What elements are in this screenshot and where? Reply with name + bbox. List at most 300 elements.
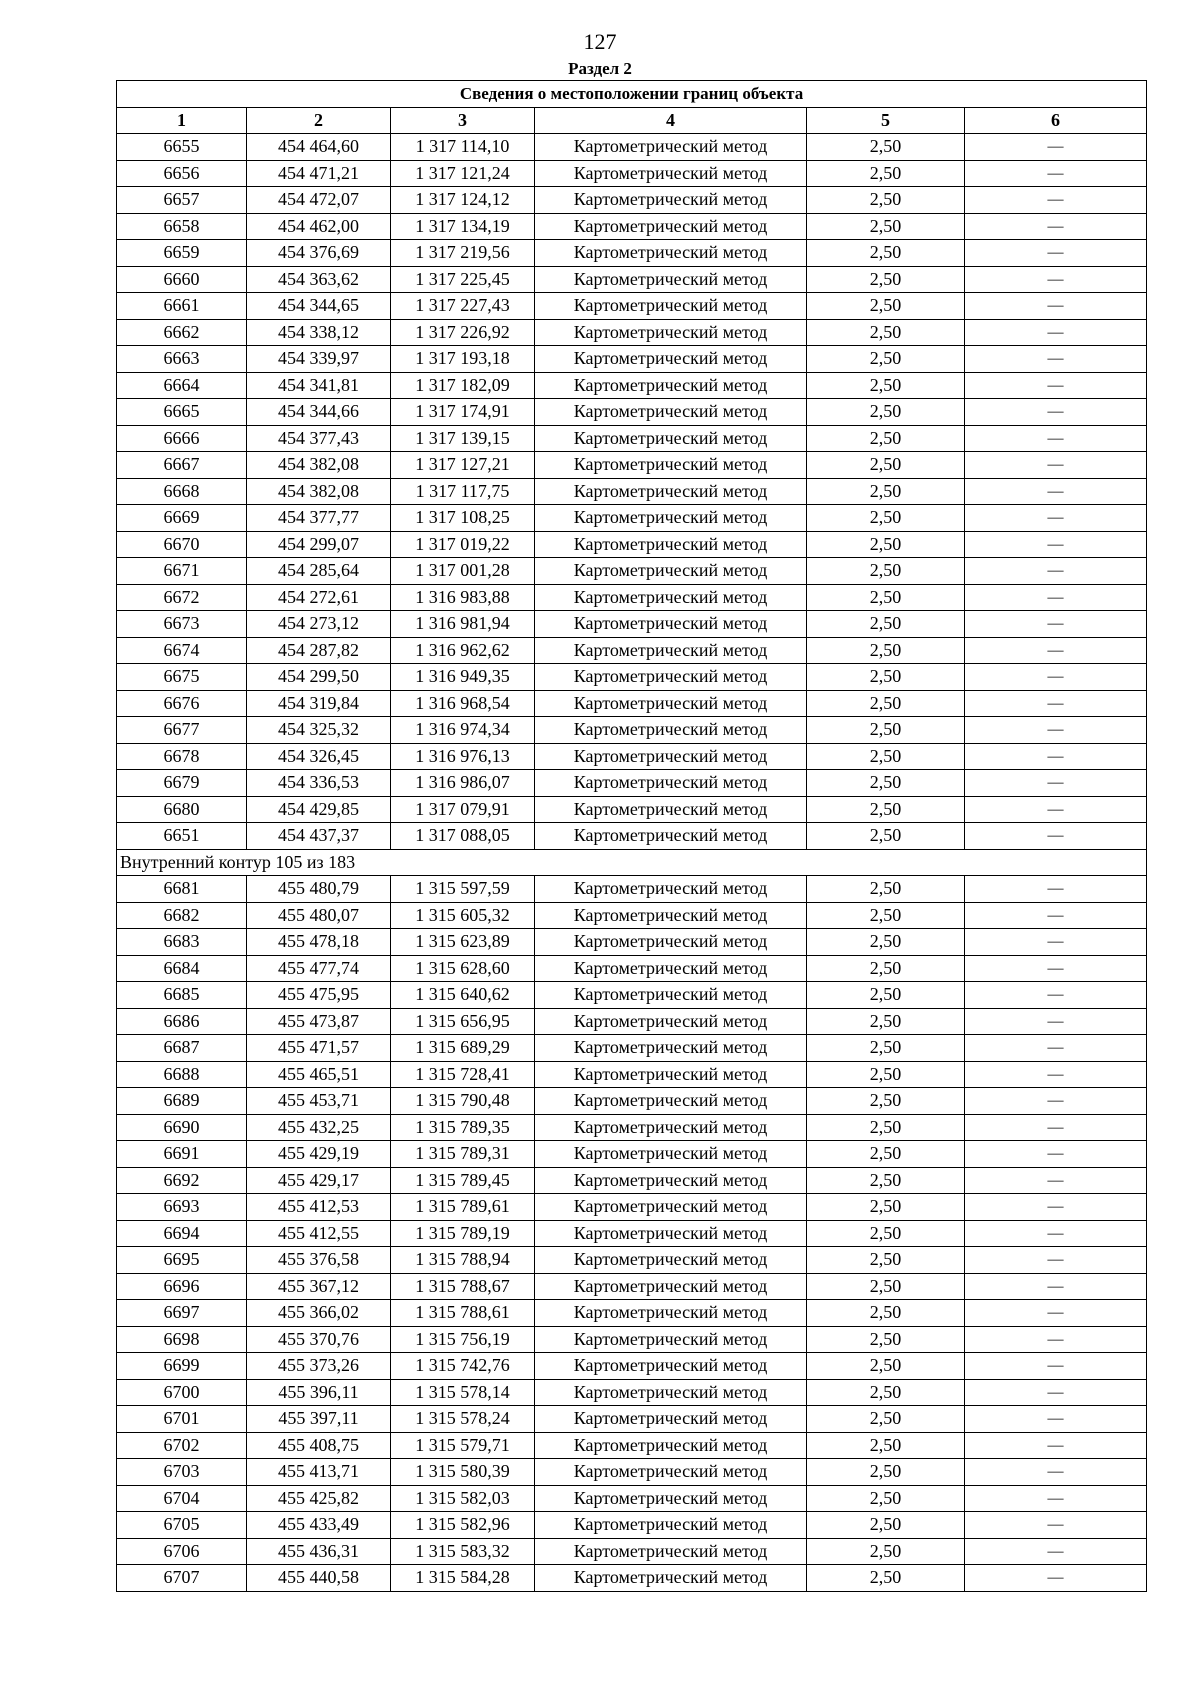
table-row [117,558,1147,585]
y-coordinate-cell: 1 315 788,94 [391,1247,535,1274]
description-cell: — [965,1379,1147,1406]
table-row [117,293,1147,320]
point-number-cell: 6695 [117,1247,247,1274]
x-coordinate-cell: 455 396,11 [247,1379,391,1406]
table-row [117,425,1147,452]
table-row [117,876,1147,903]
x-coordinate-cell: 454 377,43 [247,425,391,452]
y-coordinate-cell: 1 315 628,60 [391,955,535,982]
description-cell: — [965,902,1147,929]
y-coordinate-cell: 1 317 108,25 [391,505,535,532]
point-number-cell: 6665 [117,399,247,426]
method-cell: Картометрический метод [535,266,807,293]
accuracy-cell: 2,50 [807,1379,965,1406]
x-coordinate-cell: 454 472,07 [247,187,391,214]
x-coordinate-cell: 454 285,64 [247,558,391,585]
accuracy-cell: 2,50 [807,425,965,452]
x-coordinate-cell: 455 367,12 [247,1273,391,1300]
y-coordinate-cell: 1 317 121,24 [391,160,535,187]
point-number-cell: 6687 [117,1035,247,1062]
description-cell: — [965,770,1147,797]
method-cell: Картометрический метод [535,399,807,426]
x-coordinate-cell: 454 382,08 [247,478,391,505]
x-coordinate-cell: 454 273,12 [247,611,391,638]
column-header: 5 [807,107,965,134]
point-number-cell: 6661 [117,293,247,320]
accuracy-cell: 2,50 [807,293,965,320]
y-coordinate-cell: 1 315 789,35 [391,1114,535,1141]
y-coordinate-cell: 1 317 226,92 [391,319,535,346]
accuracy-cell: 2,50 [807,876,965,903]
description-cell: — [965,637,1147,664]
accuracy-cell: 2,50 [807,558,965,585]
table-row [117,1247,1147,1274]
accuracy-cell: 2,50 [807,1167,965,1194]
method-cell: Картометрический метод [535,1512,807,1539]
y-coordinate-cell: 1 317 124,12 [391,187,535,214]
x-coordinate-cell: 454 339,97 [247,346,391,373]
method-cell: Картометрический метод [535,425,807,452]
point-number-cell: 6676 [117,690,247,717]
description-cell: — [965,1167,1147,1194]
y-coordinate-cell: 1 317 127,21 [391,452,535,479]
table-row [117,1459,1147,1486]
description-cell: — [965,1485,1147,1512]
method-cell: Картометрический метод [535,1088,807,1115]
accuracy-cell: 2,50 [807,531,965,558]
method-cell: Картометрический метод [535,1459,807,1486]
description-cell: — [965,240,1147,267]
x-coordinate-cell: 454 471,21 [247,160,391,187]
method-cell: Картометрический метод [535,134,807,161]
x-coordinate-cell: 455 397,11 [247,1406,391,1433]
x-coordinate-cell: 454 299,07 [247,531,391,558]
accuracy-cell: 2,50 [807,1141,965,1168]
x-coordinate-cell: 455 366,02 [247,1300,391,1327]
x-coordinate-cell: 454 336,53 [247,770,391,797]
table-row [117,664,1147,691]
x-coordinate-cell: 455 412,53 [247,1194,391,1221]
method-cell: Картометрический метод [535,717,807,744]
method-cell: Картометрический метод [535,160,807,187]
column-header: 6 [965,107,1147,134]
table-row [117,1194,1147,1221]
accuracy-cell: 2,50 [807,796,965,823]
method-cell: Картометрический метод [535,187,807,214]
method-cell: Картометрический метод [535,1432,807,1459]
table-row [117,1273,1147,1300]
description-cell: — [965,664,1147,691]
description-cell: — [965,982,1147,1009]
description-cell: — [965,1538,1147,1565]
column-header: 4 [535,107,807,134]
x-coordinate-cell: 454 319,84 [247,690,391,717]
description-cell: — [965,1512,1147,1539]
point-number-cell: 6655 [117,134,247,161]
accuracy-cell: 2,50 [807,1008,965,1035]
point-number-cell: 6704 [117,1485,247,1512]
x-coordinate-cell: 454 341,81 [247,372,391,399]
y-coordinate-cell: 1 315 584,28 [391,1565,535,1592]
point-number-cell: 6688 [117,1061,247,1088]
y-coordinate-cell: 1 315 742,76 [391,1353,535,1380]
y-coordinate-cell: 1 316 976,13 [391,743,535,770]
description-cell: — [965,796,1147,823]
x-coordinate-cell: 454 382,08 [247,452,391,479]
table-row [117,160,1147,187]
method-cell: Картометрический метод [535,664,807,691]
accuracy-cell: 2,50 [807,584,965,611]
description-cell: — [965,213,1147,240]
description-cell: — [965,425,1147,452]
y-coordinate-cell: 1 315 789,31 [391,1141,535,1168]
accuracy-cell: 2,50 [807,187,965,214]
table-row [117,372,1147,399]
method-cell: Картометрический метод [535,319,807,346]
method-cell: Картометрический метод [535,1061,807,1088]
y-coordinate-cell: 1 317 182,09 [391,372,535,399]
description-cell: — [965,1459,1147,1486]
description-cell: — [965,266,1147,293]
x-coordinate-cell: 454 363,62 [247,266,391,293]
point-number-cell: 6697 [117,1300,247,1327]
method-cell: Картометрический метод [535,770,807,797]
x-coordinate-cell: 454 287,82 [247,637,391,664]
point-number-cell: 6659 [117,240,247,267]
accuracy-cell: 2,50 [807,902,965,929]
point-number-cell: 6662 [117,319,247,346]
accuracy-cell: 2,50 [807,1538,965,1565]
x-coordinate-cell: 455 432,25 [247,1114,391,1141]
x-coordinate-cell: 455 480,07 [247,902,391,929]
table-row [117,743,1147,770]
method-cell: Картометрический метод [535,1008,807,1035]
table-row [117,929,1147,956]
table-row [117,1167,1147,1194]
table-row [117,134,1147,161]
x-coordinate-cell: 455 471,57 [247,1035,391,1062]
accuracy-cell: 2,50 [807,1247,965,1274]
accuracy-cell: 2,50 [807,372,965,399]
y-coordinate-cell: 1 317 134,19 [391,213,535,240]
method-cell: Картометрический метод [535,558,807,585]
method-cell: Картометрический метод [535,505,807,532]
y-coordinate-cell: 1 317 114,10 [391,134,535,161]
accuracy-cell: 2,50 [807,266,965,293]
accuracy-cell: 2,50 [807,1326,965,1353]
x-coordinate-cell: 454 464,60 [247,134,391,161]
method-cell: Картометрический метод [535,796,807,823]
method-cell: Картометрический метод [535,1167,807,1194]
point-number-cell: 6698 [117,1326,247,1353]
accuracy-cell: 2,50 [807,478,965,505]
y-coordinate-cell: 1 315 656,95 [391,1008,535,1035]
accuracy-cell: 2,50 [807,346,965,373]
x-coordinate-cell: 454 462,00 [247,213,391,240]
y-coordinate-cell: 1 315 790,48 [391,1088,535,1115]
x-coordinate-cell: 455 425,82 [247,1485,391,1512]
method-cell: Картометрический метод [535,531,807,558]
y-coordinate-cell: 1 317 079,91 [391,796,535,823]
method-cell: Картометрический метод [535,1141,807,1168]
table-row [117,346,1147,373]
table-row [117,690,1147,717]
y-coordinate-cell: 1 315 580,39 [391,1459,535,1486]
y-coordinate-cell: 1 316 968,54 [391,690,535,717]
point-number-cell: 6677 [117,717,247,744]
x-coordinate-cell: 455 440,58 [247,1565,391,1592]
accuracy-cell: 2,50 [807,1220,965,1247]
point-number-cell: 6667 [117,452,247,479]
method-cell: Картометрический метод [535,902,807,929]
point-number-cell: 6705 [117,1512,247,1539]
point-number-cell: 6685 [117,982,247,1009]
description-cell: — [965,1300,1147,1327]
description-cell: — [965,1406,1147,1433]
x-coordinate-cell: 455 477,74 [247,955,391,982]
x-coordinate-cell: 454 437,37 [247,823,391,850]
y-coordinate-cell: 1 317 227,43 [391,293,535,320]
y-coordinate-cell: 1 315 578,14 [391,1379,535,1406]
accuracy-cell: 2,50 [807,1273,965,1300]
accuracy-cell: 2,50 [807,611,965,638]
description-cell: — [965,160,1147,187]
point-number-cell: 6668 [117,478,247,505]
x-coordinate-cell: 455 413,71 [247,1459,391,1486]
method-cell: Картометрический метод [535,982,807,1009]
point-number-cell: 6700 [117,1379,247,1406]
accuracy-cell: 2,50 [807,319,965,346]
table-row [117,796,1147,823]
table-row [117,770,1147,797]
y-coordinate-cell: 1 315 689,29 [391,1035,535,1062]
table-row [117,505,1147,532]
point-number-cell: 6701 [117,1406,247,1433]
description-cell: — [965,584,1147,611]
x-coordinate-cell: 454 338,12 [247,319,391,346]
table-row [117,1485,1147,1512]
description-cell: — [965,1088,1147,1115]
method-cell: Картометрический метод [535,452,807,479]
table-title: Сведения о местоположении границ объекта [117,81,1147,108]
y-coordinate-cell: 1 317 193,18 [391,346,535,373]
y-coordinate-cell: 1 317 174,91 [391,399,535,426]
method-cell: Картометрический метод [535,1300,807,1327]
description-cell: — [965,505,1147,532]
y-coordinate-cell: 1 315 579,71 [391,1432,535,1459]
point-number-cell: 6675 [117,664,247,691]
description-cell: — [965,531,1147,558]
point-number-cell: 6702 [117,1432,247,1459]
point-number-cell: 6683 [117,929,247,956]
table-row [117,1565,1147,1592]
table-row [117,823,1147,850]
y-coordinate-cell: 1 315 582,03 [391,1485,535,1512]
x-coordinate-cell: 455 465,51 [247,1061,391,1088]
point-number-cell: 6690 [117,1114,247,1141]
accuracy-cell: 2,50 [807,1300,965,1327]
method-cell: Картометрический метод [535,1485,807,1512]
y-coordinate-cell: 1 315 623,89 [391,929,535,956]
table-row [117,319,1147,346]
accuracy-cell: 2,50 [807,637,965,664]
description-cell: — [965,319,1147,346]
accuracy-cell: 2,50 [807,134,965,161]
accuracy-cell: 2,50 [807,1088,965,1115]
table-title-row [117,81,1147,108]
method-cell: Картометрический метод [535,584,807,611]
y-coordinate-cell: 1 315 597,59 [391,876,535,903]
y-coordinate-cell: 1 315 789,45 [391,1167,535,1194]
accuracy-cell: 2,50 [807,1114,965,1141]
accuracy-cell: 2,50 [807,770,965,797]
point-number-cell: 6682 [117,902,247,929]
point-number-cell: 6666 [117,425,247,452]
y-coordinate-cell: 1 316 986,07 [391,770,535,797]
x-coordinate-cell: 454 272,61 [247,584,391,611]
description-cell: — [965,1326,1147,1353]
table-row [117,266,1147,293]
table-row [117,1035,1147,1062]
method-cell: Картометрический метод [535,478,807,505]
x-coordinate-cell: 455 373,26 [247,1353,391,1380]
x-coordinate-cell: 454 326,45 [247,743,391,770]
table-row [117,611,1147,638]
method-cell: Картометрический метод [535,1220,807,1247]
x-coordinate-cell: 455 480,79 [247,876,391,903]
accuracy-cell: 2,50 [807,1194,965,1221]
description-cell: — [965,717,1147,744]
description-cell: — [965,452,1147,479]
y-coordinate-cell: 1 315 583,32 [391,1538,535,1565]
y-coordinate-cell: 1 316 981,94 [391,611,535,638]
table-row [117,399,1147,426]
y-coordinate-cell: 1 317 019,22 [391,531,535,558]
accuracy-cell: 2,50 [807,743,965,770]
x-coordinate-cell: 455 429,19 [247,1141,391,1168]
description-cell: — [965,743,1147,770]
description-cell: — [965,1061,1147,1088]
method-cell: Картометрический метод [535,1353,807,1380]
description-cell: — [965,293,1147,320]
method-cell: Картометрический метод [535,1326,807,1353]
point-number-cell: 6684 [117,955,247,982]
description-cell: — [965,399,1147,426]
table-row [117,1220,1147,1247]
point-number-cell: 6703 [117,1459,247,1486]
point-number-cell: 6658 [117,213,247,240]
point-number-cell: 6672 [117,584,247,611]
description-cell: — [965,346,1147,373]
description-cell: — [965,690,1147,717]
y-coordinate-cell: 1 315 728,41 [391,1061,535,1088]
table-row [117,1432,1147,1459]
description-cell: — [965,1035,1147,1062]
table-row [117,955,1147,982]
point-number-cell: 6663 [117,346,247,373]
method-cell: Картометрический метод [535,611,807,638]
x-coordinate-cell: 454 299,50 [247,664,391,691]
method-cell: Картометрический метод [535,1114,807,1141]
method-cell: Картометрический метод [535,372,807,399]
accuracy-cell: 2,50 [807,955,965,982]
description-cell: — [965,1141,1147,1168]
point-number-cell: 6673 [117,611,247,638]
column-header: 3 [391,107,535,134]
description-cell: — [965,1273,1147,1300]
table-body [117,134,1147,1592]
table-row [117,1538,1147,1565]
table-row [117,1406,1147,1433]
description-cell: — [965,929,1147,956]
table-row [117,1379,1147,1406]
accuracy-cell: 2,50 [807,1353,965,1380]
table-row [117,1326,1147,1353]
accuracy-cell: 2,50 [807,213,965,240]
table-row [117,452,1147,479]
accuracy-cell: 2,50 [807,1565,965,1592]
table-row [117,637,1147,664]
accuracy-cell: 2,50 [807,1485,965,1512]
table-row [117,1088,1147,1115]
accuracy-cell: 2,50 [807,982,965,1009]
method-cell: Картометрический метод [535,876,807,903]
accuracy-cell: 2,50 [807,1459,965,1486]
method-cell: Картометрический метод [535,823,807,850]
method-cell: Картометрический метод [535,240,807,267]
y-coordinate-cell: 1 317 088,05 [391,823,535,850]
point-number-cell: 6670 [117,531,247,558]
contour-label: Внутренний контур 105 из 183 [117,849,1147,876]
point-number-cell: 6689 [117,1088,247,1115]
point-number-cell: 6671 [117,558,247,585]
description-cell: — [965,1565,1147,1592]
point-number-cell: 6696 [117,1273,247,1300]
y-coordinate-cell: 1 317 001,28 [391,558,535,585]
description-cell: — [965,134,1147,161]
table-row [117,1061,1147,1088]
method-cell: Картометрический метод [535,955,807,982]
x-coordinate-cell: 454 429,85 [247,796,391,823]
y-coordinate-cell: 1 316 949,35 [391,664,535,691]
table-row [117,1114,1147,1141]
description-cell: — [965,1220,1147,1247]
method-cell: Картометрический метод [535,1538,807,1565]
x-coordinate-cell: 455 370,76 [247,1326,391,1353]
point-number-cell: 6669 [117,505,247,532]
point-number-cell: 6660 [117,266,247,293]
x-coordinate-cell: 455 478,18 [247,929,391,956]
accuracy-cell: 2,50 [807,823,965,850]
page-number: 127 [583,29,617,54]
table-row [117,584,1147,611]
table-row [117,531,1147,558]
description-cell: — [965,876,1147,903]
y-coordinate-cell: 1 315 789,19 [391,1220,535,1247]
x-coordinate-cell: 454 344,66 [247,399,391,426]
x-coordinate-cell: 455 473,87 [247,1008,391,1035]
method-cell: Картометрический метод [535,213,807,240]
method-cell: Картометрический метод [535,1194,807,1221]
accuracy-cell: 2,50 [807,160,965,187]
table-row [117,213,1147,240]
accuracy-cell: 2,50 [807,505,965,532]
y-coordinate-cell: 1 315 756,19 [391,1326,535,1353]
description-cell: — [965,1194,1147,1221]
y-coordinate-cell: 1 315 788,61 [391,1300,535,1327]
method-cell: Картометрический метод [535,1273,807,1300]
point-number-cell: 6707 [117,1565,247,1592]
